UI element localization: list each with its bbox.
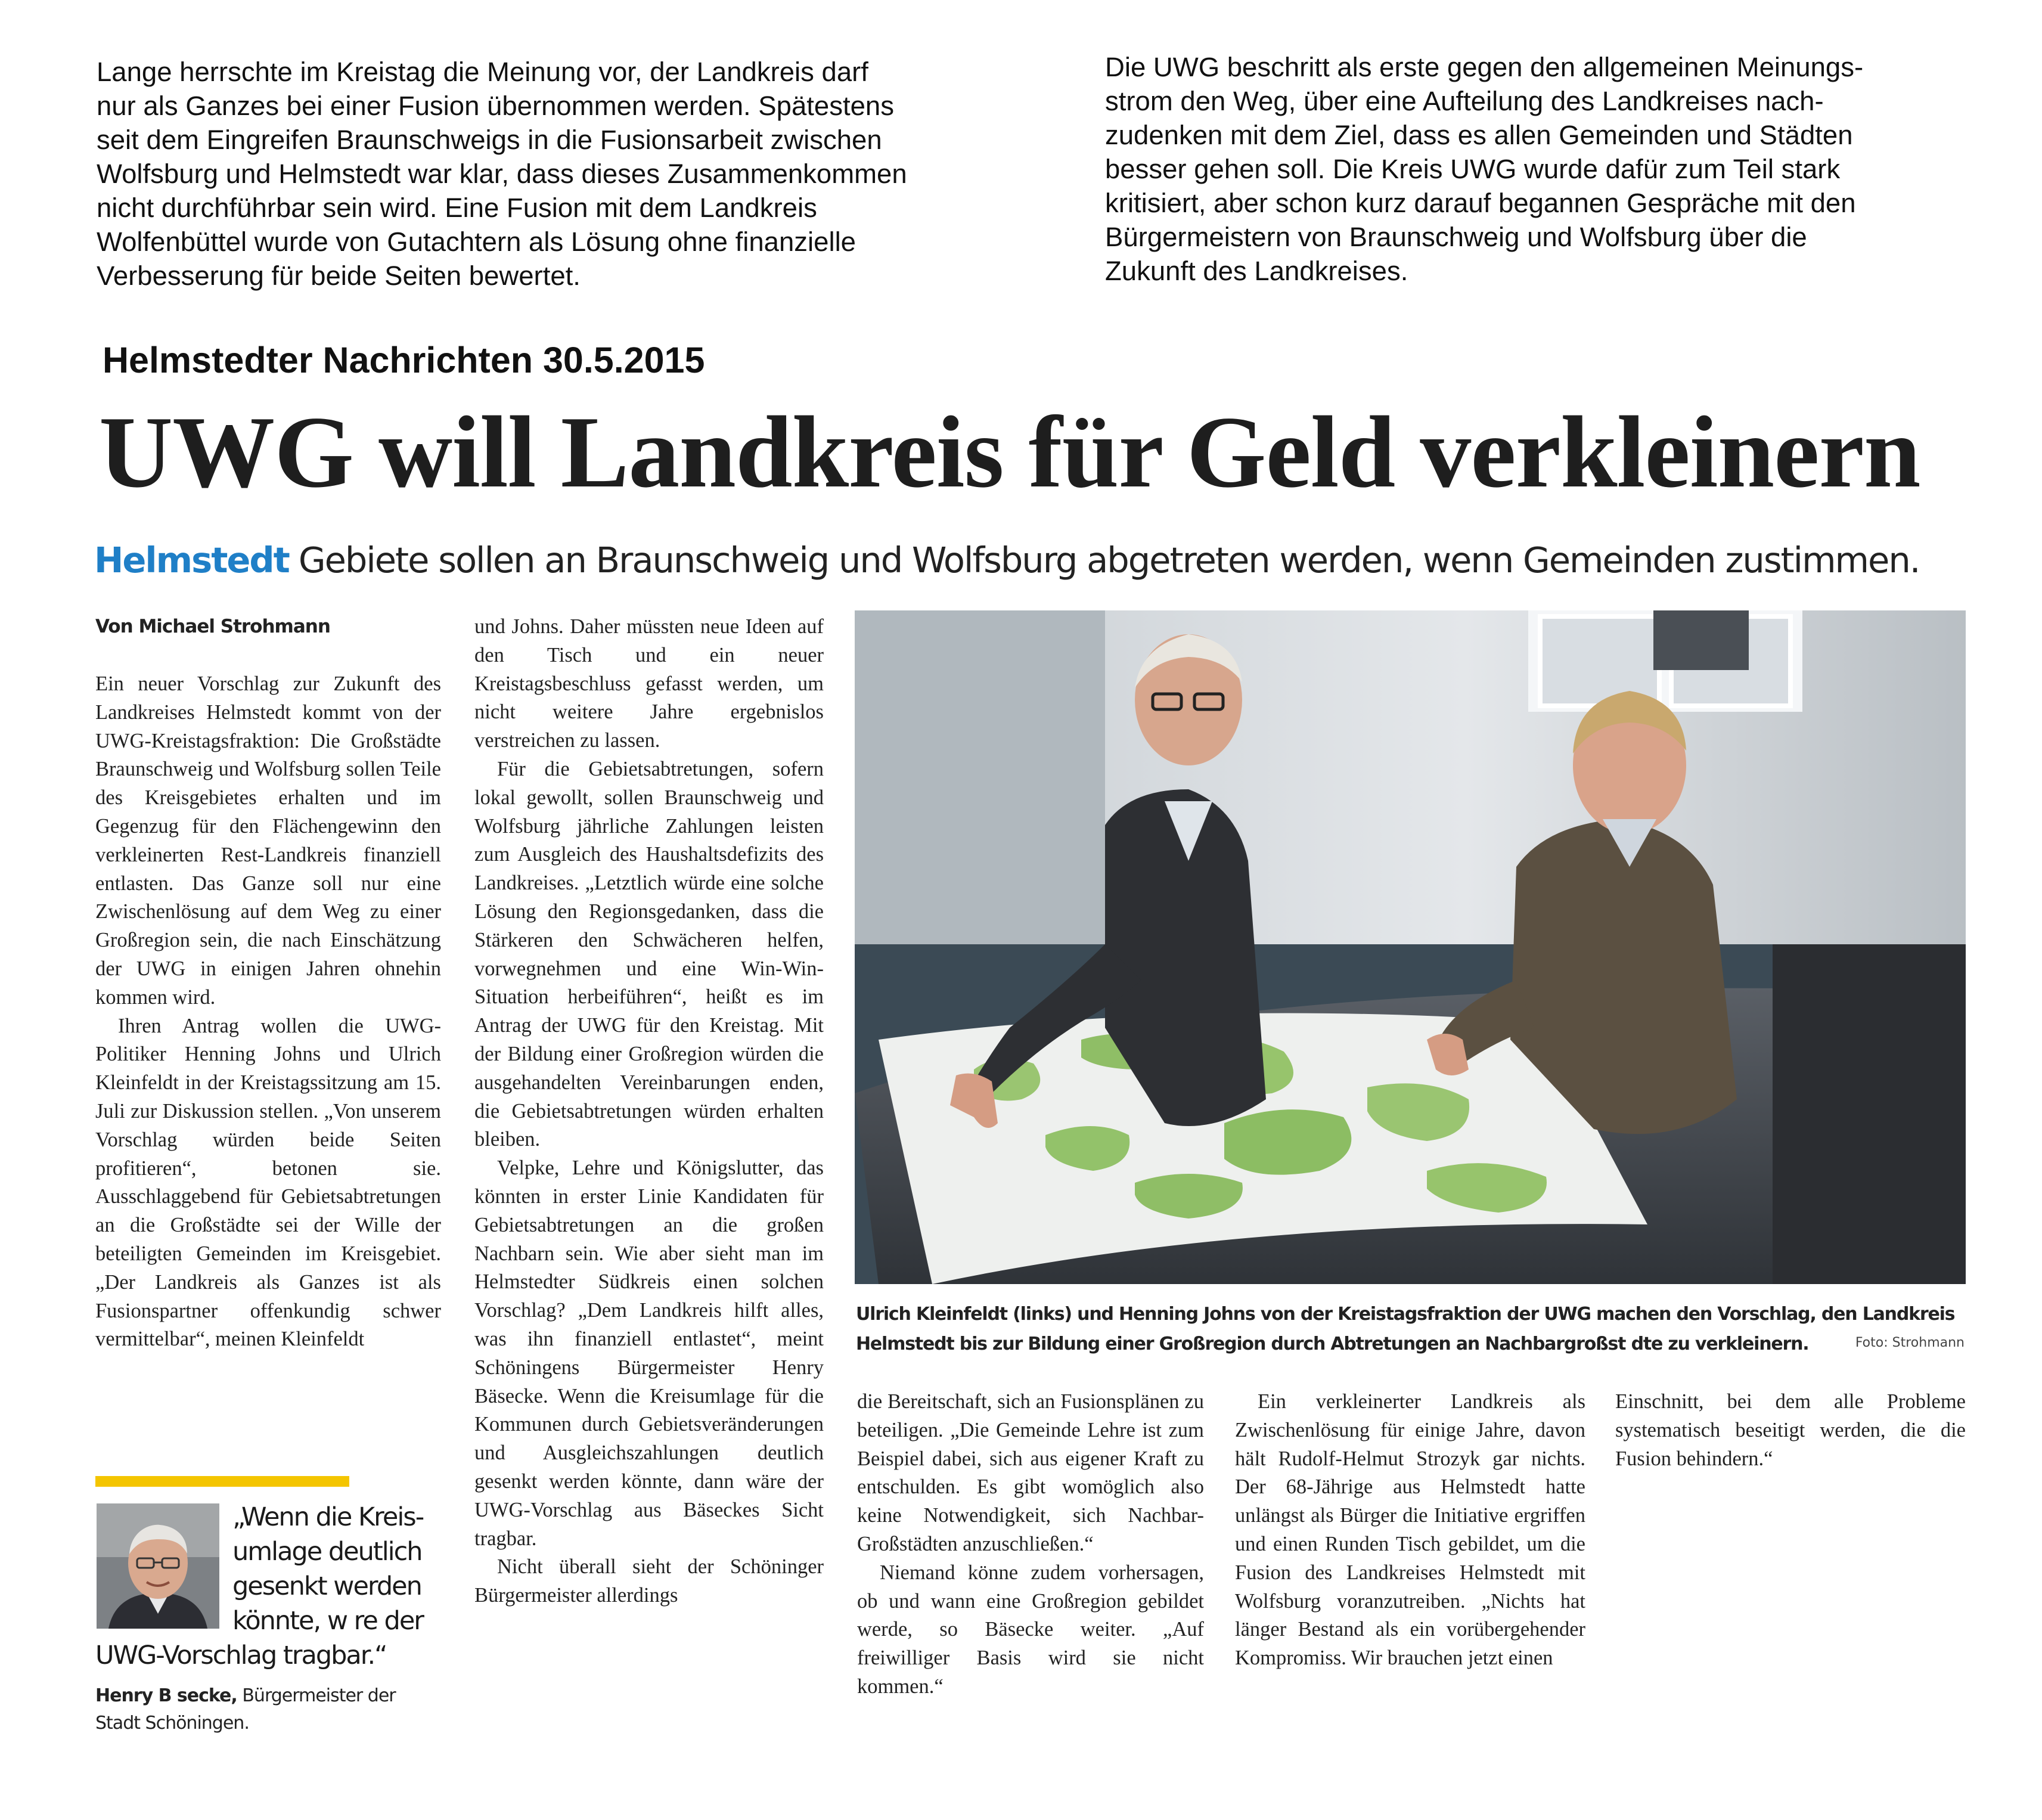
paragraph: Für die Gebietsabtretungen, sofern lokal gewollt, sollen Braunschweig und Wolfsburg jährliche Zahlungen leisten zum Ausgleich des Haushaltsdefizits des Landkreises. „Letztlich würde eine solche Lösung den Regionsgedanken, dass die Stärkeren den Schwächeren helfen, vorwegnehmen und eine Win-Win-Situation herbeiführen“, heißt es im Antrag der UWG für den Kreistag. Mit der Bildung einer Großregion würden die ausgehandelten Vereinbarungen enden, die Gebietsabtretungen würden erhalten bleiben. bbox=[474, 757, 824, 1151]
paragraph: und Johns. Daher müssten neue Ideen auf den Tisch und ein neuer Kreistagsbeschluss gefasst werden, um nicht weitere Jahre ergebnislos verstreichen zu lassen. bbox=[474, 615, 824, 752]
quote-line: umlage deutlich bbox=[232, 1537, 422, 1567]
article-column-5 bbox=[1615, 1388, 1966, 1473]
quote-attribution bbox=[95, 1682, 441, 1737]
photo-illustration bbox=[855, 610, 1966, 1284]
article-column-1 bbox=[95, 670, 441, 1354]
intro-right-line: Die UWG beschritt als erste gegen den allgemeinen Meinungs- bbox=[1105, 52, 1864, 82]
intro-left-line: Wolfenbüttel wurde von Gutachtern als Lösung ohne finanzielle bbox=[97, 227, 856, 257]
intro-left-line: Verbesserung für beide Seiten bewertet. bbox=[97, 261, 581, 291]
quote-speaker-role: Stadt Schöningen. bbox=[95, 1713, 249, 1734]
intro-right-line: besser gehen soll. Die Kreis UWG wurde dafür zum Teil stark bbox=[1105, 154, 1841, 184]
intro-right-line: zudenken mit dem Ziel, dass es allen Gemeinden und Städten bbox=[1105, 120, 1853, 150]
paragraph: die Bereitschaft, sich an Fusionsplänen zu beteiligen. „Die Gemeinde Lehre ist zum Beispiel dabei, sich aus eigener Kraft zu entschulden. Es gibt womöglich also keine Notwendigkeit, sich Nachbar-Großstädten anzuschließen.“ bbox=[857, 1390, 1204, 1555]
intro-left-line: nur als Ganzes bei einer Fusion übernommen werden. Spätestens bbox=[97, 91, 894, 121]
quote-line: „Wenn die Kreis- bbox=[232, 1502, 424, 1532]
portrait-photo bbox=[97, 1503, 219, 1629]
pull-quote bbox=[95, 1476, 441, 1750]
intro-right-line: Zukunft des Landkreises. bbox=[1105, 256, 1408, 286]
intro-left-line: Wolfsburg und Helmstedt war klar, dass dieses Zusammenkommen bbox=[97, 159, 907, 189]
intro-text-right bbox=[1105, 50, 1863, 288]
paragraph: Ein neuer Vorschlag zur Zukunft des Landkreises Helmstedt kommt von der UWG-Kreistagsfraktion: Die Großstädte Braunschweig und Wolfsburg sollen Teile des Kreisgebietes erhalten und im Gegenzug für den Flächengewinn den verkleinerten Rest-Landkreis finanziell entlasten. Das Ganze soll nur eine Zwischenlösung auf dem Weg zu einer Großregion sein, die nach Einschätzung der UWG in einigen Jahren ohnehin kommen wird. bbox=[95, 672, 441, 1009]
intro-left-line: seit dem Eingreifen Braunschweigs in die Fusionsarbeit zwischen bbox=[97, 125, 882, 155]
caption-line: Helmstedt bis zur Bildung einer Großregion durch Abtretungen an Nachbargroßst dte zu verkleinern. bbox=[856, 1334, 1809, 1354]
intro-right-line: kritisiert, aber schon kurz darauf begannen Gespräche mit den bbox=[1105, 188, 1856, 218]
quote-accent-bar bbox=[95, 1476, 349, 1487]
dateline: Helmstedt bbox=[94, 540, 289, 581]
quote-line: könnte, w re der bbox=[232, 1606, 423, 1636]
article-column-3 bbox=[857, 1388, 1204, 1701]
photo-credit: Foto: Strohmann bbox=[1855, 1335, 1965, 1350]
paragraph: Ein verkleinerter Landkreis als Zwischenlösung für einige Jahre, davon hält Rudolf-Helmut Strozyk gar nichts. Der 68-Jährige aus Helmstedt hatte unlängst als Bürger die Initiative ergriffen und einen Runden Tisch gebildet, um die Fusion des Landkreises Helmstedt mit Wolfsburg voranzutreiben. „Nichts hat länger Bestand als ein vorübergehender Kompromiss. Wir brauchen jetzt einen bbox=[1235, 1390, 1585, 1670]
article-photo bbox=[855, 610, 1966, 1284]
headline: UWG will Landkreis für Geld verkleinern bbox=[99, 396, 1920, 509]
article-column-2 bbox=[474, 613, 824, 1610]
quote-text bbox=[232, 1500, 447, 1638]
paragraph: Ihren Antrag wollen die UWG-Politiker Henning Johns und Ulrich Kleinfeldt in der Kreistagssitzung am 15. Juli zur Diskussion stellen. „Von unserem Vorschlag würden beide Seiten profitieren“, betonen sie. Ausschlaggebend für Gebietsabtretungen an die Großstädte sei der Wille der beteiligten Gemeinden im Kreisgebiet. „Der Landkreis als Ganzes ist als Fusionspartner offenkundig schwer vermittelbar“, meinen Kleinfeldt bbox=[95, 1014, 441, 1351]
quote-speaker: Henry B secke, bbox=[95, 1685, 237, 1706]
byline: Von Michael Strohmann bbox=[95, 616, 330, 637]
quote-speaker-role: Bürgermeister der bbox=[242, 1685, 396, 1706]
source-line: Helmstedter Nachrichten 30.5.2015 bbox=[103, 340, 705, 380]
quote-line: gesenkt werden bbox=[232, 1571, 421, 1601]
paragraph: Velpke, Lehre und Königslutter, das könnten in erster Linie Kandidaten für Gebietsabtretungen an die großen Nachbarn sein. Wie aber sieht man im Helmstedter Südkreis einen solchen Vorschlag? „Dem Landkreis hilft alles, was ihn finanziell entlastet“, meint Schöningens Bürgermeister Henry Bäsecke. Wenn die Kreisumlage für die Kommunen durch Gebietsveränderungen und Ausgleichszahlungen deutlich gesenkt werden könnte, dann wäre der UWG-Vorschlag aus Bäseckes Sicht tragbar. bbox=[474, 1157, 824, 1550]
caption-line: Ulrich Kleinfeldt (links) und Henning Johns von der Kreistagsfraktion der UWG machen den Vorschlag, den Landkreis bbox=[856, 1304, 1955, 1325]
paragraph: Einschnitt, bei dem alle Probleme systematisch beseitigt werden, die die Fusion behindern.“ bbox=[1615, 1390, 1966, 1470]
intro-right-line: strom den Weg, über eine Aufteilung des Landkreises nach- bbox=[1105, 86, 1824, 116]
intro-left-line: nicht durchführbar sein wird. Eine Fusion mit dem Landkreis bbox=[97, 193, 817, 223]
subheadline-text: Gebiete sollen an Braunschweig und Wolfsburg abgetreten werden, wenn Gemeinden zustimmen. bbox=[298, 540, 1920, 581]
subheadline bbox=[94, 537, 1919, 584]
intro-left-line: Lange herrschte im Kreistag die Meinung vor, der Landkreis darf bbox=[97, 57, 868, 87]
intro-text-left bbox=[97, 55, 907, 293]
quote-line: UWG-Vorschlag tragbar.“ bbox=[95, 1641, 387, 1670]
photo-caption bbox=[856, 1300, 1967, 1359]
paragraph: Niemand könne zudem vorhersagen, ob und wann eine Großregion gebildet werde, so Bäsecke weiter. „Auf freiwilliger Basis wird sie nicht kommen.“ bbox=[857, 1561, 1204, 1698]
paragraph: Nicht überall sieht der Schöninger Bürgermeister allerdings bbox=[474, 1555, 824, 1607]
intro-right-line: Bürgermeistern von Braunschweig und Wolfsburg über die bbox=[1105, 222, 1807, 252]
article-column-4 bbox=[1235, 1388, 1585, 1673]
portrait-illustration bbox=[97, 1503, 219, 1629]
